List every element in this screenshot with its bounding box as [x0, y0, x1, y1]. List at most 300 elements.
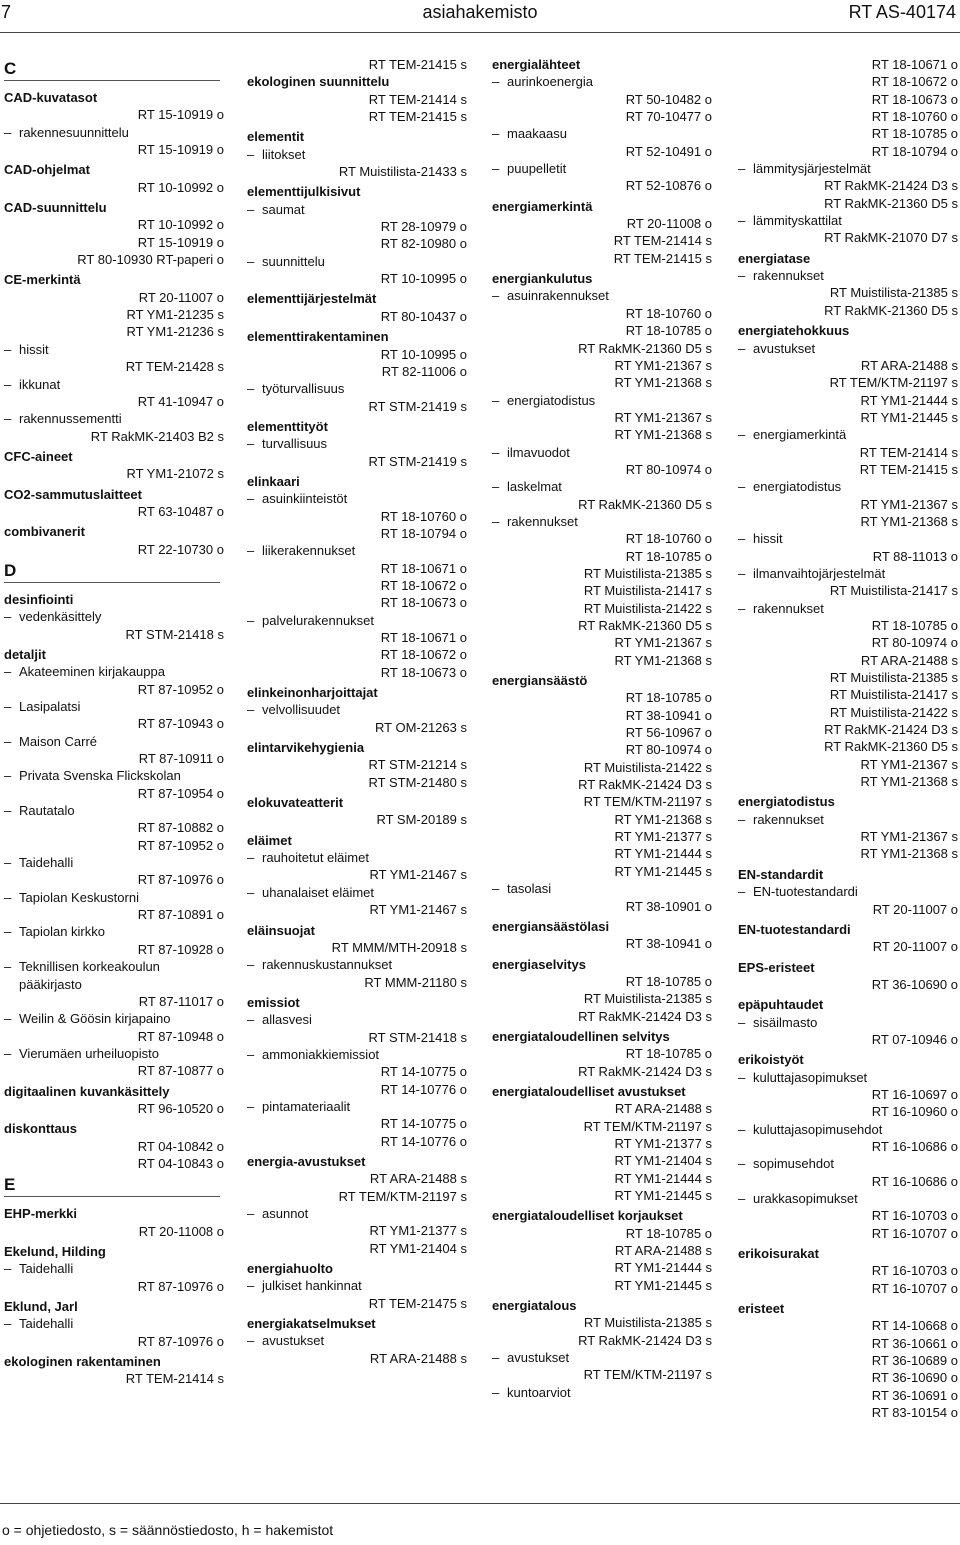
document-reference: RT 80-10437 o [380, 308, 467, 324]
document-reference: RT YM1-21368 s [860, 513, 958, 529]
footer-legend: o = ohjetiedosto, s = säännöstiedosto, h = hakemistot [2, 1522, 334, 1538]
document-reference: RT 20-11008 o [626, 216, 712, 232]
index-heading: CE-merkintä [4, 272, 81, 288]
document-reference: RT Muistilista-21422 s [583, 600, 712, 616]
index-heading: elintarvikehygienia [247, 740, 365, 756]
document-reference: RT YM1-21367 s [860, 829, 958, 845]
index-subentry: – rakennukset [738, 811, 958, 828]
index-subentry: – rakennukset [738, 600, 958, 617]
document-reference: RT 38-10941 o [625, 707, 712, 723]
index-subentry: – liitokset [247, 146, 467, 163]
section-letter-label: C [4, 59, 17, 78]
index-heading: CO2-sammutuslaitteet [4, 486, 142, 502]
section-letter-label: D [4, 560, 17, 580]
index-subentry: – energiamerkintä [738, 426, 958, 443]
index-subentry: – liikerakennukset [247, 542, 467, 559]
index-subentry: – Teknillisen korkeakoulun pääkirjasto [4, 958, 224, 993]
document-reference: RT 16-10707 o [871, 1280, 958, 1296]
index-subentry: – sisäilmasto [738, 1014, 958, 1031]
section-rule [4, 582, 220, 583]
section-letter [4, 58, 224, 81]
index-heading: energiatodistus [738, 794, 835, 810]
document-reference: RT 15-10919 o [137, 142, 224, 158]
document-reference: RT 14-10775 o [380, 1116, 467, 1132]
document-reference: RT RakMK-21424 D3 s [578, 1063, 712, 1079]
document-reference: RT RakMK-21360 D5 s [824, 302, 958, 318]
document-reference: RT YM1-21367 s [860, 756, 958, 772]
document-reference: RT TEM-21414 s [125, 1371, 224, 1387]
document-reference: RT YM1-21236 s [126, 324, 224, 340]
index-subentry: – kuluttajasopimusehdot [738, 1121, 958, 1138]
document-reference: RT YM1-21368 s [614, 427, 712, 443]
document-reference: RT YM1-21377 s [614, 1135, 712, 1151]
document-reference: RT 28-10979 o [380, 219, 467, 235]
document-reference: RT 16-10686 o [871, 1138, 958, 1154]
document-reference: RT TEM/KTM-21197 s [583, 794, 712, 810]
section-letter [4, 560, 224, 583]
index-heading: EPS-eristeet [738, 959, 815, 975]
document-reference: RT 80-10974 o [625, 742, 712, 758]
document-reference: RT ARA-21488 s [860, 652, 958, 668]
document-reference: RT 18-10785 o [871, 618, 958, 633]
index-heading: energiaselvitys [492, 956, 586, 972]
index-heading: energiakatselmukset [247, 1316, 376, 1332]
section-rule [4, 80, 220, 81]
index-heading: energialähteet [492, 57, 581, 72]
index-subentry: – urakkasopimukset [738, 1190, 958, 1207]
header-divider [0, 32, 960, 33]
index-subentry: – aurinkoenergia [492, 73, 712, 90]
document-reference: RT YM1-21072 s [126, 466, 224, 482]
document-reference: RT 41-10947 o [137, 393, 224, 409]
document-reference: RT 18-10760 o [380, 508, 467, 524]
section-letter [4, 1174, 224, 1197]
document-reference: RT 18-10785 o [625, 1225, 712, 1241]
index-heading: elementtijulkisivut [247, 184, 361, 200]
document-reference: RT 14-10776 o [380, 1133, 467, 1149]
document-reference: RT 80-10974 o [625, 461, 712, 477]
document-reference: RT YM1-21444 s [614, 1170, 712, 1186]
document-reference: RT 20-11007 o [872, 901, 958, 917]
document-reference: RT 80-10974 o [871, 635, 958, 651]
index-heading: eläinsuojat [247, 922, 315, 938]
document-reference: RT 20-11008 o [138, 1223, 224, 1239]
document-reference: RT TEM/KTM-21197 s [583, 1118, 712, 1134]
index-subentry: – EN-tuotestandardi [738, 883, 958, 900]
document-reference: RT 18-10785 o [625, 323, 712, 339]
document-reference: RT 14-10775 o [380, 1064, 467, 1080]
index-heading: energiansäästö [492, 673, 588, 689]
document-reference: RT 87-10952 o [137, 681, 224, 697]
index-subentry: – Akateeminen kirjakauppa [4, 663, 224, 680]
document-reference: RT RakMK-21360 D5 s [824, 195, 958, 211]
document-reference: RT 16-10707 o [871, 1225, 958, 1241]
index-subentry: – energiatodistus [492, 392, 712, 409]
index-subentry: – avustukset [247, 1332, 467, 1349]
document-reference: RT 14-10776 o [380, 1081, 467, 1097]
index-subentry: – rakennuskustannukset [247, 956, 467, 973]
document-reference: RT RakMK-21360 D5 s [578, 618, 712, 633]
index-subentry: – Rautatalo [4, 802, 224, 819]
document-reference: RT 82-10980 o [380, 236, 467, 252]
document-reference: RT 88-11013 o [872, 548, 958, 564]
document-reference: RT ARA-21488 s [614, 1243, 712, 1259]
document-reference: RT RakMK-21424 D3 s [824, 722, 958, 738]
document-reference: RT 63-10487 o [137, 503, 224, 519]
index-heading: CFC-aineet [4, 448, 73, 464]
index-subentry: – rakennesuunnittelu [4, 124, 224, 141]
page-title: asiahakemisto [422, 2, 538, 22]
document-reference: RT MMM-21180 s [364, 974, 467, 990]
document-reference: RT Muistilista-21417 s [829, 583, 958, 599]
index-heading: energiataloudellinen selvitys [492, 1028, 670, 1044]
index-subentry: – ilmavuodot [492, 444, 712, 461]
document-reference: RT 18-10785 o [625, 690, 712, 706]
index-heading: elementtirakentaminen [247, 329, 389, 345]
document-reference: RT 04-10843 o [137, 1155, 224, 1171]
document-reference: RT 20-11007 o [872, 939, 958, 955]
document-reference: RT 18-10671 o [380, 630, 467, 645]
section-letter-label: E [4, 1175, 16, 1195]
index-subentry: – palvelurakennukset [247, 612, 467, 629]
document-reference: RT TEM-21414 s [613, 233, 712, 249]
index-subentry: – tasolasi [492, 880, 712, 897]
index-heading: energiansäästölasi [492, 918, 610, 934]
index-heading: EN-standardit [738, 866, 824, 882]
document-reference: RT MMM/MTH-20918 s [331, 939, 467, 955]
index-heading: elementit [247, 129, 305, 145]
index-heading: energiankulutus [492, 271, 593, 287]
document-reference: RT YM1-21445 s [860, 409, 958, 425]
document-reference: RT RakMK-21424 D3 s [578, 1008, 712, 1024]
index-subentry: – Weilin & Göösin kirjapaino [4, 1010, 224, 1027]
document-reference: RT 22-10730 o [137, 541, 224, 557]
document-reference: RT YM1-21467 s [369, 902, 467, 918]
index-heading: energiatase [738, 250, 811, 266]
index-heading: CAD-suunnittelu [4, 200, 107, 216]
document-reference: RT Muistilista-21385 s [829, 670, 958, 686]
index-subentry: – työturvallisuus [247, 380, 467, 397]
document-reference: RT 18-10672 o [380, 647, 467, 663]
document-reference: RT 36-10689 o [871, 1353, 958, 1369]
document-reference: RT RakMK-21070 D7 s [824, 230, 958, 246]
document-reference: RT 87-10948 o [137, 1028, 224, 1044]
document-reference: RT ARA-21488 s [860, 357, 958, 373]
document-reference: RT TEM-21415 s [859, 461, 958, 477]
document-reference: RT RakMK-21424 D3 s [578, 1332, 712, 1348]
index-subentry: – suunnittelu [247, 253, 467, 270]
document-reference: RT 10-10995 o [380, 346, 467, 362]
document-reference: RT 80-10930 RT-paperi o [77, 252, 224, 268]
document-reference: RT YM1-21377 s [614, 829, 712, 845]
index-subentry: – sopimusehdot [738, 1155, 958, 1172]
index-subentry: – hissit [738, 530, 958, 547]
index-subentry: – ikkunat [4, 376, 224, 393]
index-heading: diskonttaus [4, 1121, 77, 1137]
index-subentry: – avustukset [492, 1349, 712, 1366]
section-rule [4, 1196, 220, 1197]
document-reference: RT RakMK-21360 D5 s [578, 340, 712, 356]
document-reference: RT 18-10794 o [380, 525, 467, 541]
document-reference: RT STM-21419 s [368, 398, 467, 414]
document-reference: RT RakMK-21424 D3 s [578, 777, 712, 793]
document-reference: RT 07-10946 o [871, 1031, 958, 1047]
index-subentry: – rauhoitetut eläimet [247, 849, 467, 866]
document-code: RT AS-40174 [848, 2, 956, 22]
index-subentry: – saumat [247, 201, 467, 218]
index-heading: energia-avustukset [247, 1153, 366, 1169]
document-reference: RT YM1-21444 s [614, 846, 712, 862]
document-reference: RT TEM/KTM-21197 s [583, 1367, 712, 1383]
document-reference: RT TEM-21414 s [368, 91, 467, 107]
index-heading: Ekelund, Hilding [4, 1243, 106, 1259]
index-heading: ekologinen suunnittelu [247, 74, 390, 90]
index-subentry: – Vierumäen urheiluopisto [4, 1045, 224, 1062]
index-heading: combivanerit [4, 524, 85, 540]
document-reference: RT 18-10673 o [380, 595, 467, 611]
document-reference: RT 87-11017 o [138, 993, 224, 1009]
document-reference: RT 16-10703 o [871, 1263, 958, 1279]
document-reference: RT 16-10686 o [871, 1173, 958, 1189]
document-reference: RT 96-10520 o [137, 1100, 224, 1116]
footer-divider [0, 1503, 960, 1504]
document-reference: RT Muistilista-21385 s [829, 285, 958, 301]
index-heading: erikoisurakat [738, 1246, 819, 1262]
index-subentry: – Tapiolan Keskustorni [4, 889, 224, 906]
index-subentry: – rakennukset [492, 513, 712, 530]
document-reference: RT Muistilista-21433 s [338, 164, 467, 180]
index-heading: eläimet [247, 832, 292, 848]
document-reference: RT 36-10691 o [871, 1387, 958, 1403]
page-header [0, 0, 960, 26]
index-subentry: – Lasipalatsi [4, 698, 224, 715]
document-reference: RT 52-10491 o [625, 143, 712, 159]
index-heading: CAD-kuvatasot [4, 90, 98, 105]
document-reference: RT 16-10960 o [871, 1104, 958, 1120]
index-subentry: – laskelmat [492, 478, 712, 495]
document-reference: RT YM1-21367 s [614, 635, 712, 651]
index-heading: emissiot [247, 994, 300, 1010]
document-reference: RT 10-10992 o [137, 179, 224, 195]
document-reference: RT SM-20189 s [376, 812, 467, 828]
document-reference: RT RakMK-21360 D5 s [578, 496, 712, 512]
document-reference: RT 18-10672 o [380, 577, 467, 593]
index-heading: elementtijärjestelmät [247, 291, 377, 307]
index-subentry: – lämmitysjärjestelmät [738, 160, 958, 177]
document-reference: RT RakMK-21424 D3 s [824, 178, 958, 194]
index-subentry: – Privata Svenska Flickskolan [4, 767, 224, 784]
index-subentry: – Maison Carré [4, 733, 224, 750]
document-reference: RT YM1-21444 s [860, 392, 958, 408]
document-reference: RT 56-10967 o [625, 725, 712, 741]
document-reference: RT STM-21419 s [368, 453, 467, 469]
document-reference: RT 87-10891 o [137, 907, 224, 923]
document-reference: RT 10-10992 o [137, 217, 224, 233]
index-column-4 [738, 56, 958, 1421]
document-reference: RT YM1-21368 s [614, 652, 712, 668]
document-reference: RT TEM-21475 s [368, 1295, 467, 1311]
document-reference: RT Muistilista-21417 s [829, 687, 958, 703]
document-reference: RT 18-10671 o [871, 57, 958, 72]
document-reference: RT TEM-21415 s [368, 57, 467, 72]
index-heading: desinfiointi [4, 591, 74, 607]
document-reference: RT 14-10668 o [871, 1318, 958, 1334]
document-reference: RT YM1-21367 s [614, 357, 712, 373]
document-reference: RT 18-10760 o [625, 305, 712, 321]
index-subentry: – Tapiolan kirkko [4, 923, 224, 940]
document-reference: RT 36-10690 o [871, 1370, 958, 1386]
document-reference: RT 18-10673 o [380, 664, 467, 680]
document-reference: RT YM1-21367 s [860, 496, 958, 512]
index-heading: elokuvateatterit [247, 795, 344, 811]
index-heading: elinkaari [247, 473, 300, 489]
index-heading: epäpuhtaudet [738, 997, 824, 1013]
index-subentry: – kuluttajasopimukset [738, 1069, 958, 1086]
document-reference: RT Muistilista-21385 s [583, 565, 712, 581]
document-reference: RT YM1-21444 s [614, 1260, 712, 1276]
index-heading: EN-tuotestandardi [738, 921, 851, 937]
document-reference: RT ARA-21488 s [369, 1171, 467, 1187]
index-heading: elementtityöt [247, 418, 328, 434]
document-reference: RT YM1-21368 s [614, 375, 712, 391]
index-subentry: – kuntoarviot [492, 1384, 712, 1401]
document-reference: RT 18-10671 o [380, 560, 467, 576]
index-subentry: – Taidehalli [4, 1260, 224, 1277]
document-reference: RT 87-10943 o [137, 716, 224, 732]
document-reference: RT TEM-21415 s [613, 250, 712, 266]
index-column-2 [247, 56, 467, 1367]
index-subentry: – allasvesi [247, 1011, 467, 1028]
index-subentry: – hissit [4, 341, 224, 358]
index-subentry: – maakaasu [492, 125, 712, 142]
index-subentry: – velvollisuudet [247, 701, 467, 718]
document-reference: RT 18-10785 o [625, 548, 712, 564]
document-reference: RT 36-10661 o [871, 1335, 958, 1351]
index-column-3 [492, 56, 712, 1401]
document-reference: RT ARA-21488 s [614, 1101, 712, 1117]
index-subentry: – pintamateriaalit [247, 1098, 467, 1115]
index-heading: eristeet [738, 1301, 785, 1317]
document-reference: RT Muistilista-21417 s [583, 583, 712, 599]
document-reference: RT STM-21480 s [368, 774, 467, 790]
document-reference: RT 38-10901 o [625, 898, 712, 914]
index-subentry: – rakennussementti [4, 410, 224, 427]
document-reference: RT YM1-21467 s [369, 867, 467, 883]
index-heading: energiamerkintä [492, 198, 593, 214]
document-reference: RT 70-10477 o [625, 109, 712, 125]
document-reference: RT TEM/KTM-21197 s [829, 375, 958, 391]
index-heading: energiatehokkuus [738, 323, 850, 339]
document-reference: RT YM1-21368 s [860, 774, 958, 790]
document-reference: RT STM-21418 s [368, 1029, 467, 1045]
page-number: 7 [1, 2, 12, 22]
index-subentry: – Taidehalli [4, 854, 224, 871]
index-heading: detaljit [4, 646, 46, 662]
document-reference: RT 16-10703 o [871, 1208, 958, 1224]
document-reference: RT YM1-21445 s [614, 1277, 712, 1293]
document-reference: RT YM1-21368 s [614, 811, 712, 827]
index-subentry: – ammoniakkiemissiot [247, 1046, 467, 1063]
document-reference: RT YM1-21235 s [126, 307, 224, 323]
index-heading: energiahuolto [247, 1261, 333, 1277]
document-reference: RT YM1-21445 s [614, 863, 712, 879]
document-reference: RT YM1-21367 s [614, 409, 712, 425]
index-heading: EHP-merkki [4, 1206, 77, 1222]
index-subentry: – asuinkiinteistöt [247, 490, 467, 507]
index-subentry: – avustukset [738, 340, 958, 357]
document-reference: RT OM-21263 s [374, 719, 467, 735]
document-reference: RT TEM-21428 s [125, 359, 224, 375]
document-reference: RT YM1-21445 s [614, 1188, 712, 1203]
document-reference: RT 16-10697 o [871, 1086, 958, 1102]
document-reference: RT Muistilista-21385 s [583, 991, 712, 1007]
document-reference: RT 38-10941 o [625, 936, 712, 952]
document-reference: RT 18-10785 o [871, 126, 958, 142]
document-reference: RT 15-10919 o [137, 234, 224, 250]
document-reference: RT 18-10785 o [625, 1046, 712, 1062]
index-subentry: – vedenkäsittely [4, 608, 224, 625]
document-reference: RT 87-10952 o [137, 837, 224, 853]
document-reference: RT ARA-21488 s [369, 1350, 467, 1366]
document-reference: RT 18-10673 o [871, 91, 958, 107]
index-heading: energiataloudelliset avustukset [492, 1083, 686, 1099]
document-reference: RT 50-10482 o [625, 91, 712, 107]
index-subentry: – julkiset hankinnat [247, 1277, 467, 1294]
document-reference: RT 87-10976 o [137, 1333, 224, 1349]
document-reference: RT 87-10911 o [138, 751, 224, 767]
index-subentry: – rakennukset [738, 267, 958, 284]
document-reference: RT Muistilista-21385 s [583, 1315, 712, 1331]
document-reference: RT YM1-21368 s [860, 846, 958, 862]
document-reference: RT 87-10928 o [137, 941, 224, 957]
document-reference: RT 20-11007 o [138, 289, 224, 305]
index-subentry: – turvallisuus [247, 435, 467, 452]
document-reference: RT 18-10760 o [871, 109, 958, 125]
document-reference: RT YM1-21404 s [614, 1153, 712, 1169]
index-heading: ekologinen rakentaminen [4, 1354, 161, 1370]
document-reference: RT 18-10672 o [871, 74, 958, 90]
document-reference: RT 87-10954 o [137, 785, 224, 801]
document-reference: RT 18-10785 o [625, 973, 712, 989]
index-heading: CAD-ohjelmat [4, 162, 90, 178]
index-column-1 [4, 56, 224, 1388]
index-heading: elinkeinonharjoittajat [247, 685, 378, 701]
document-reference: RT TEM/KTM-21197 s [338, 1188, 467, 1204]
index-subentry: – energiatodistus [738, 478, 958, 495]
document-reference: RT 87-10882 o [137, 820, 224, 836]
index-subentry: – asunnot [247, 1205, 467, 1222]
index-subentry: – ilmanvaihtojärjestelmät [738, 565, 958, 582]
index-heading: energiataloudelliset korjaukset [492, 1208, 683, 1224]
index-heading: digitaalinen kuvankäsittely [4, 1083, 170, 1099]
index-subentry: – Taidehalli [4, 1315, 224, 1332]
document-reference: RT 87-10976 o [137, 1278, 224, 1294]
document-reference: RT 18-10760 o [625, 531, 712, 547]
index-heading: erikoistyöt [738, 1052, 804, 1068]
index-heading: energiatalous [492, 1298, 577, 1314]
index-subentry: – lämmityskattilat [738, 212, 958, 229]
index-subentry: – uhanalaiset eläimet [247, 884, 467, 901]
document-reference: RT 52-10876 o [625, 178, 712, 194]
document-reference: RT RakMK-21403 B2 s [90, 428, 224, 444]
document-reference: RT STM-21214 s [368, 757, 467, 773]
document-reference: RT 83-10154 o [871, 1405, 958, 1421]
document-reference: RT Muistilista-21422 s [583, 759, 712, 775]
document-reference: RT TEM-21415 s [368, 109, 467, 125]
document-reference: RT YM1-21404 s [369, 1240, 467, 1256]
document-reference: RT 36-10690 o [871, 976, 958, 992]
document-reference: RT STM-21418 s [125, 626, 224, 642]
